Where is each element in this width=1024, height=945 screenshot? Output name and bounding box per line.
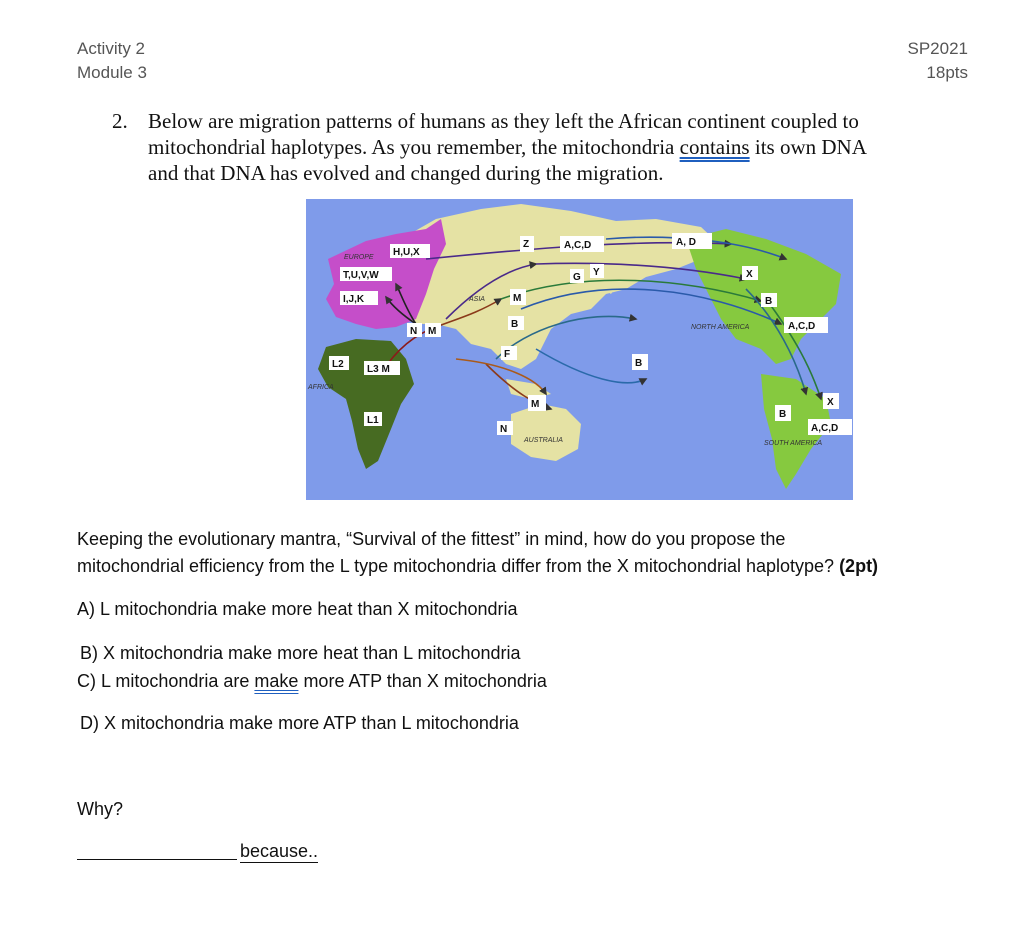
label-acd-asia: A,C,D [564,240,592,251]
region-north-america: NORTH AMERICA [691,324,750,331]
question-text [148,108,948,186]
label-b-na: B [765,296,773,307]
migration-map [306,199,853,500]
answer-text[interactable]: because.. [240,841,319,861]
region-africa: AFRICA [308,384,334,391]
label-ijk: I,J,K [343,294,365,305]
label-b-pacific: B [635,358,643,369]
label-l1: L1 [367,415,379,426]
region-asia: ASIA [469,296,485,303]
module-label: Module 3 [77,63,147,82]
label-acd-na: A,C,D [788,321,816,332]
label-l3m: L3 M [367,364,390,375]
prompt-line-2-text: mitochondrial efficiency from the L type mitochondria differ from the X mitochondrial haplotype? [77,556,840,576]
option-b: B) X mitochondria make more heat than L mitochondria [80,643,521,663]
question-number: 2. [112,109,128,133]
label-x-sa: X [827,397,834,408]
label-l2: L2 [332,359,344,370]
label-y: Y [593,267,600,278]
question-line-2 [148,134,948,160]
label-b-asia: B [511,319,519,330]
prompt-line-1: Keeping the evolutionary mantra, “Survival of the fittest” in mind, how do you propose the [77,529,786,549]
option-c [77,668,547,695]
underlined-make: make [254,671,299,691]
why-label: Why? [77,799,124,819]
activity-label: Activity 2 [77,39,146,58]
region-europe: EUROPE [344,254,374,261]
region-australia: AUSTRALIA [524,437,563,444]
question-line-3: and that DNA has evolved and changed during the migration. [148,161,664,185]
label-f: F [504,349,511,360]
label-n-se: N [500,424,508,435]
label-g: G [573,272,581,283]
prompt-line-2 [77,553,997,580]
label-hux: H,U,X [393,247,420,258]
option-c-end: more ATP than X mitochondria [298,671,547,691]
prompt-points: (2pt) [839,556,879,576]
label-z: Z [523,239,530,250]
region-south-america: SOUTH AMERICA [764,440,823,447]
question-line-1: Below are migration patterns of humans as they left the African continent coupled to [148,109,859,133]
label-m-australia: M [531,399,540,410]
label-n: N [410,326,418,337]
question-line-2-end: its own DNA [749,135,867,159]
answer-blank-line [77,858,237,860]
underlined-contains: contains [679,135,750,159]
migration-map-svg [306,199,853,500]
option-c-start: C) L mitochondria are [77,671,255,691]
label-m: M [428,326,437,337]
label-ad: A, D [676,237,696,248]
option-a: A) L mitochondria make more heat than X mitochondria [77,599,518,619]
label-tuvw: T,U,V,W [343,270,379,281]
label-acd-sa: A,C,D [811,423,839,434]
semester-label: SP2021 [907,39,968,58]
question-line-2-start: mitochondrial haplotypes. As you remember, the mitochondria [148,135,680,159]
label-m-asia: M [513,293,522,304]
label-b-sa: B [779,409,787,420]
points-label: 18pts [926,63,968,82]
label-x-na: X [746,269,753,280]
option-d: D) X mitochondria make more ATP than L mitochondria [80,713,519,733]
